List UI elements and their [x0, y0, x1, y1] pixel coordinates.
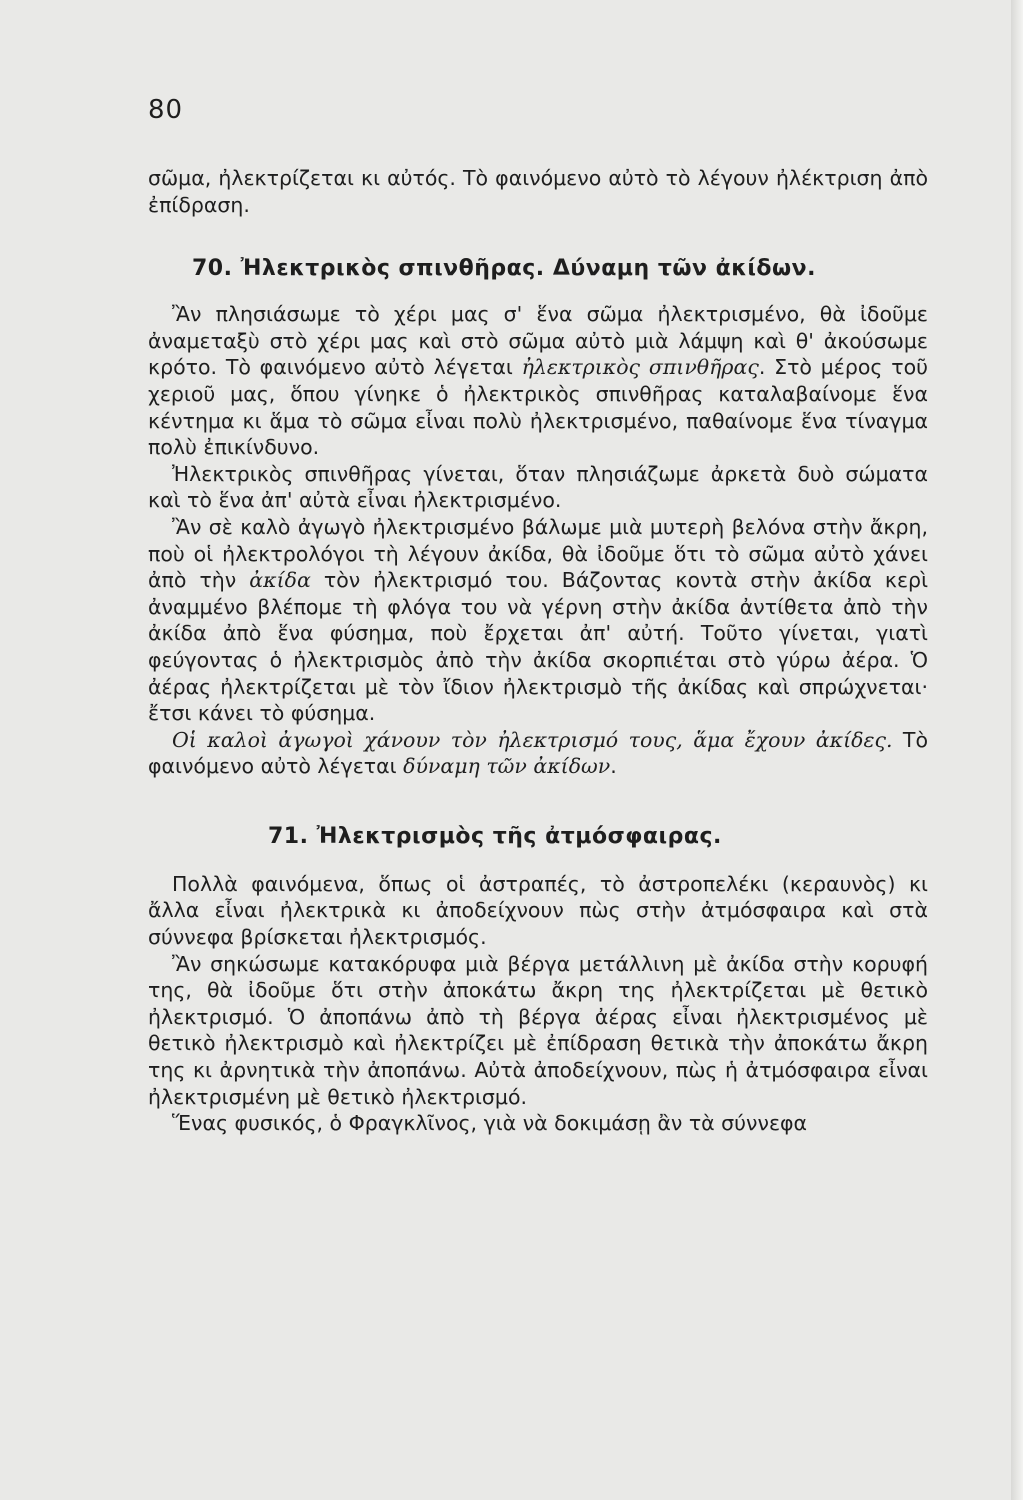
book-page [148, 95, 928, 1137]
page-number: 80 [148, 95, 184, 125]
section-70-paragraph-1 [148, 301, 928, 461]
page-edge [1011, 0, 1023, 1500]
section-71-heading: 71. Ἠλεκτρισμὸς τῆς ἀτμόσφαιρας. [268, 823, 722, 849]
section-70-paragraph-4 [148, 727, 928, 780]
italic-term: ἠλεκτρικὸς σπινθῆρας [521, 355, 759, 380]
italic-rule: Οἱ καλοὶ ἀγωγοὶ χάνουν τὸν ἠλεκτρισμό τους, ἅμα ἔχουν ἀκίδες. [172, 727, 893, 752]
text-run: Ἂν σὲ καλὸ ἀγωγὸ ἠλεκτρισμένο βάλωμε μιὰ μυτερὴ βελόνα στὴν ἄκρη, ποὺ οἱ ἠλεκτρολόγοι τὴ λέγουν ἀκίδα, θὰ ἰδοῦμε ὅτι τὸ σῶμα αὐτὸ χάνει ἀπὸ τὴν [148, 514, 928, 593]
section-71-paragraph-1: Πολλὰ φαινόμενα, ὅπως οἱ ἀστραπές, τὸ ἀστροπελέκι (κεραυνὸς) κι ἄλλα εἶναι ἠλεκτρικὰ κι ἀποδείχνουν πὼς στὴν ἀτμόσφαιρα καὶ στὰ σύννεφα βρίσκεται ἠλεκτρισμός. [148, 871, 928, 950]
text-run: . Στὸ μέρος τοῦ χεριοῦ μας, ὅπου γίνηκε ὁ ἠλεκτρικὸς σπινθῆρας καταλαβαίνομε ἕνα κέντημα κι ἅμα τὸ σῶμα εἶναι πολὺ ἠλεκτρισμένο, παθαίνομε ἕνα τίναγμα πολὺ ἐπικίνδυνο. [148, 355, 928, 460]
section-70-paragraph-3 [148, 514, 928, 727]
section-70-heading: 70. Ἠλεκτρικὸς σπινθῆρας. Δύναμη τῶν ἀκίδων. [192, 256, 817, 282]
text-run: Τὸ φαινόμενο αὐτὸ λέγεται [148, 727, 928, 779]
text-run: τὸν ἠλεκτρισμό του. Βάζοντας κοντὰ στὴν ἀκίδα κερὶ ἀναμμένο βλέπομε τὴ φλόγα του νὰ γέρνη στὴν ἀκίδα ἀντίθετα ἀπὸ τὴν ἀκίδα ἀπὸ ἕνα φύσημα, ποὺ ἔρχεται ἀπ' αὐτή. Τοῦτο γίνεται, γιατὶ φεύγοντας ὁ ἠλεκτρισμὸς ἀπὸ τὴν ἀκίδα σκορπιέται στὸ γύρω ἀέρα. Ὁ ἀέρας ἠλεκτρίζεται μὲ τὸν ἴδιον ἠλεκτρισμὸ τῆς ἀκίδας καὶ σπρώχνεται· ἔτσι κάνει τὸ φύσημα. [148, 568, 929, 726]
intro-paragraph: σῶμα, ἠλεκτρίζεται κι αὐτός. Τὸ φαινόμενο αὐτὸ τὸ λέγουν ἠλέκτριση ἀπὸ ἐπίδραση. [148, 166, 928, 217]
text-run: Ἂν πλησιάσωμε τὸ χέρι μας σ' ἕνα σῶμα ἠλεκτρισμένο, θὰ ἰδοῦμε ἀναμεταξὺ στὸ χέρι μας καὶ στὸ σῶμα αὐτὸ μιὰ λάμψη καὶ θ' ἀκούσωμε κρότο. Τὸ φαινόμενο αὐτὸ λέγεται [148, 302, 928, 380]
italic-term: δύναμη τῶν ἀκίδων [403, 754, 611, 779]
text-run: . [610, 754, 617, 779]
section-71-paragraph-3: Ἕνας φυσικός, ὁ Φραγκλῖνος, γιὰ νὰ δοκιμάσῃ ἂν τὰ σύννεφα [172, 1111, 808, 1136]
italic-term: ἀκίδα [249, 568, 311, 593]
section-70-paragraph-2: Ἠλεκτρικὸς σπινθῆρας γίνεται, ὅταν πλησιάζωμε ἀρκετὰ δυὸ σώματα καὶ τὸ ἕνα ἀπ' αὐτὰ εἶναι ἠλεκτρισμένο. [148, 461, 928, 513]
section-71-paragraph-2: Ἂν σηκώσωμε κατακόρυφα μιὰ βέργα μετάλλινη μὲ ἀκίδα στὴν κορυφή της, θὰ ἰδοῦμε ὅτι στὴν ἀποκάτω ἄκρη της ἠλεκτρίζεται μὲ θετικὸ ἠλεκτρισμό. Ὁ ἀποπάνω ἀπὸ τὴ βέργα ἀέρας εἶναι ἠλεκτρισμένος μὲ θετικὸ ἠλεκτρισμὸ καὶ ἠλεκτρίζει μὲ ἐπίδραση θετικὰ τὴν ἀποκάτω ἄκρη της κι ἀρνητικὰ τὴν ἀποπάνω. Αὐτὰ ἀποδείχνουν, πὼς ἡ ἀτμόσφαιρα εἶναι ἠλεκτρισμένη μὲ θετικὸ ἠλεκτρισμό. [148, 951, 928, 1109]
